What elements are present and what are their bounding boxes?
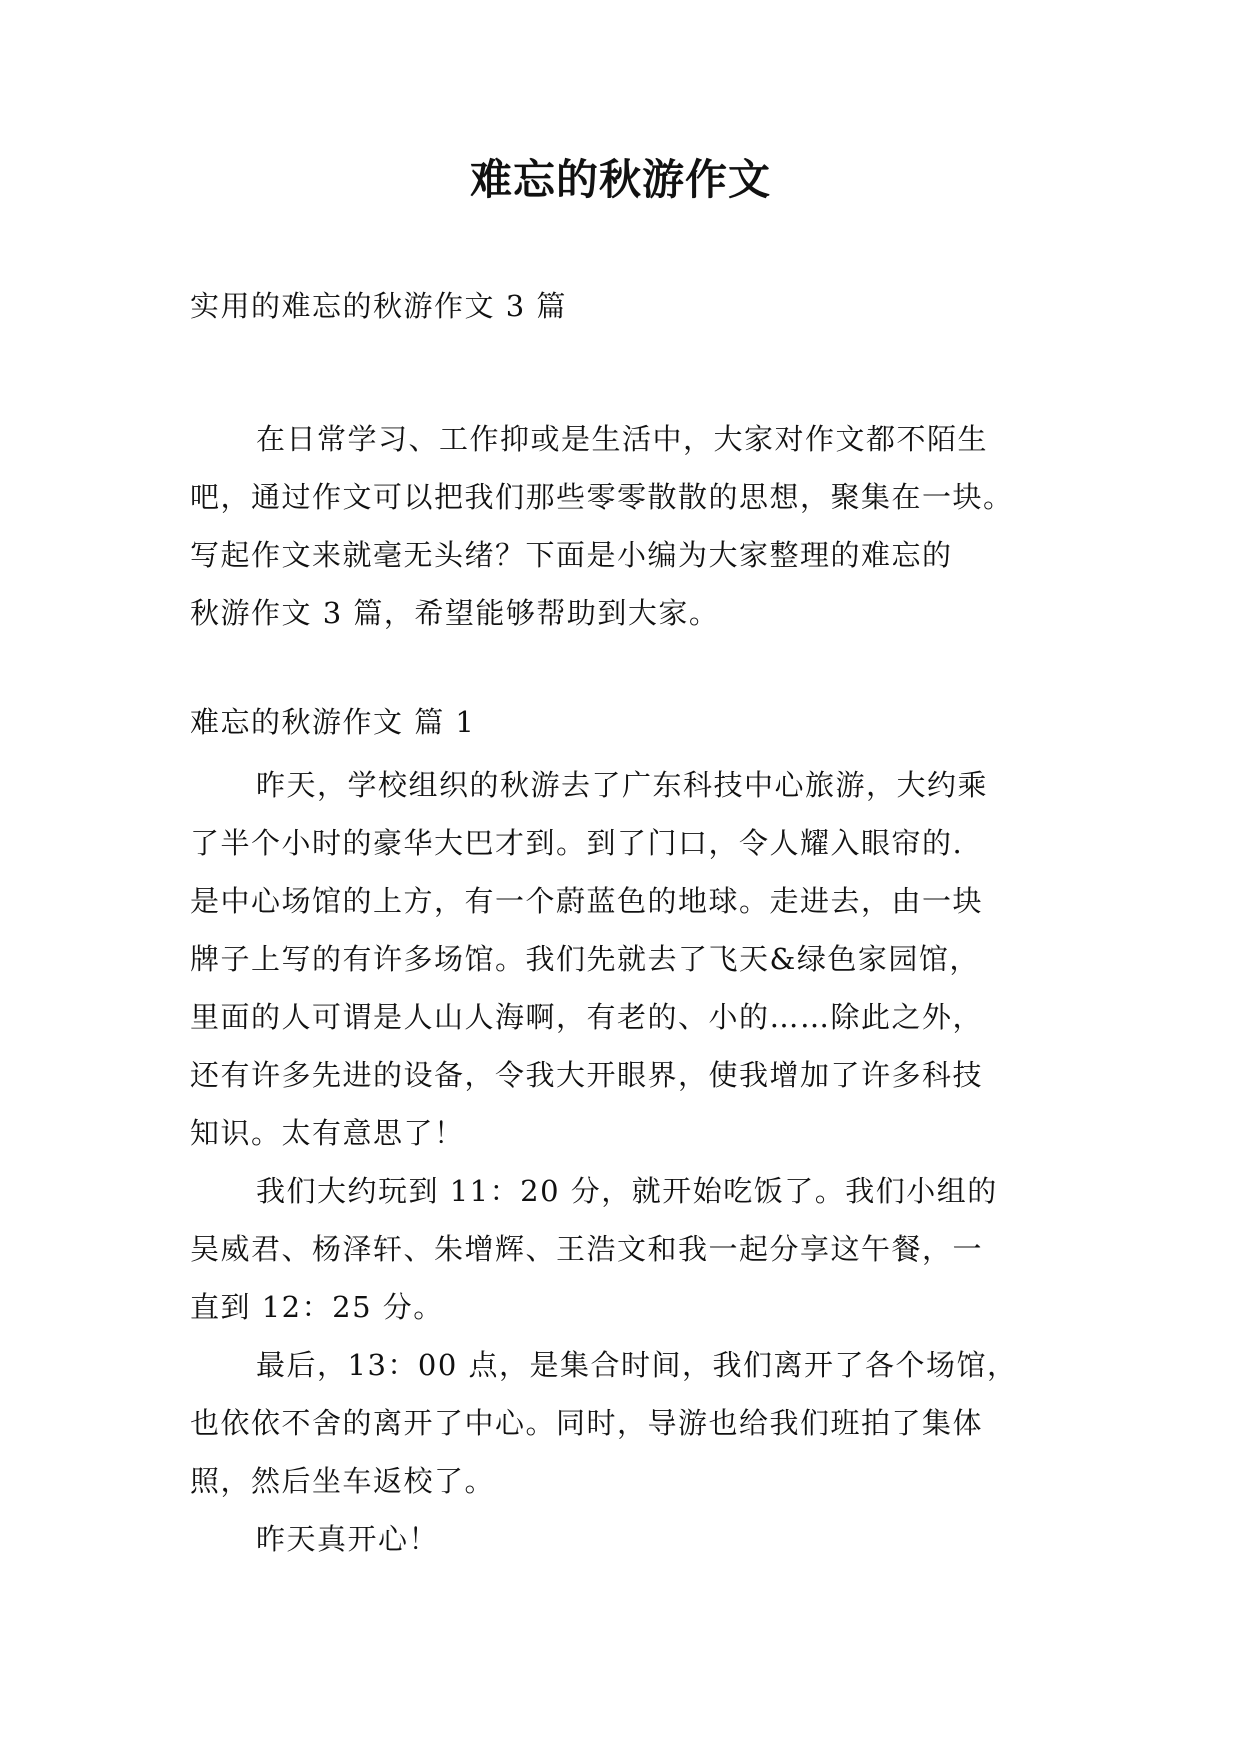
essay-paragraph-4 bbox=[190, 1510, 1060, 1568]
intro-line: 秋游作文 3 篇，希望能够帮助到大家。 bbox=[190, 596, 720, 630]
essay-line: 吴威君、杨泽轩、朱增辉、王浩文和我一起分享这午餐，一 bbox=[190, 1232, 984, 1266]
essay-line: 照，然后坐车返校了。 bbox=[190, 1464, 496, 1498]
essay-line: 还有许多先进的设备，令我大开眼界，使我增加了许多科技 bbox=[190, 1058, 984, 1092]
essay-line: 牌子上写的有许多场馆。我们先就去了飞天&绿色家园馆， bbox=[190, 942, 980, 976]
essay-line: 也依依不舍的离开了中心。同时，导游也给我们班拍了集体 bbox=[190, 1406, 984, 1440]
intro-line: 在日常学习、工作抑或是生活中，大家对作文都不陌生 bbox=[256, 422, 989, 456]
essay-line: 直到 12：25 分。 bbox=[190, 1290, 444, 1324]
essay-paragraph-3 bbox=[190, 1336, 1060, 1510]
essay-line: 里面的人可谓是人山人海啊，有老的、小的……除此之外， bbox=[190, 1000, 984, 1034]
document-title: 难忘的秋游作文 bbox=[469, 155, 771, 204]
intro-paragraph bbox=[190, 410, 1060, 642]
essay-line: 昨天真开心！ bbox=[256, 1522, 440, 1556]
essay-line: 我们大约玩到 11：20 分，就开始吃饭了。我们小组的 bbox=[256, 1174, 998, 1208]
essay-line: 昨天，学校组织的秋游去了广东科技中心旅游，大约乘 bbox=[256, 768, 989, 802]
intro-line: 吧，通过作文可以把我们那些零零散散的思想，聚集在一块。 bbox=[190, 480, 1014, 514]
essay-paragraph-1 bbox=[190, 756, 1060, 1162]
essay-paragraph-2 bbox=[190, 1162, 1060, 1336]
essay-heading: 难忘的秋游作文 篇 1 bbox=[190, 705, 476, 739]
intro-line: 写起作文来就毫无头绪？下面是小编为大家整理的难忘的 bbox=[190, 538, 953, 572]
document-subtitle: 实用的难忘的秋游作文 3 篇 bbox=[190, 289, 567, 323]
essay-body bbox=[190, 756, 1060, 1568]
essay-line: 最后，13：00 点，是集合时间，我们离开了各个场馆， bbox=[256, 1348, 1018, 1382]
essay-line: 是中心场馆的上方，有一个蔚蓝色的地球。走进去，由一块 bbox=[190, 884, 984, 918]
essay-line: 知识。太有意思了！ bbox=[190, 1116, 465, 1150]
essay-line: 了半个小时的豪华大巴才到。到了门口，令人耀入眼帘的. bbox=[190, 826, 964, 860]
